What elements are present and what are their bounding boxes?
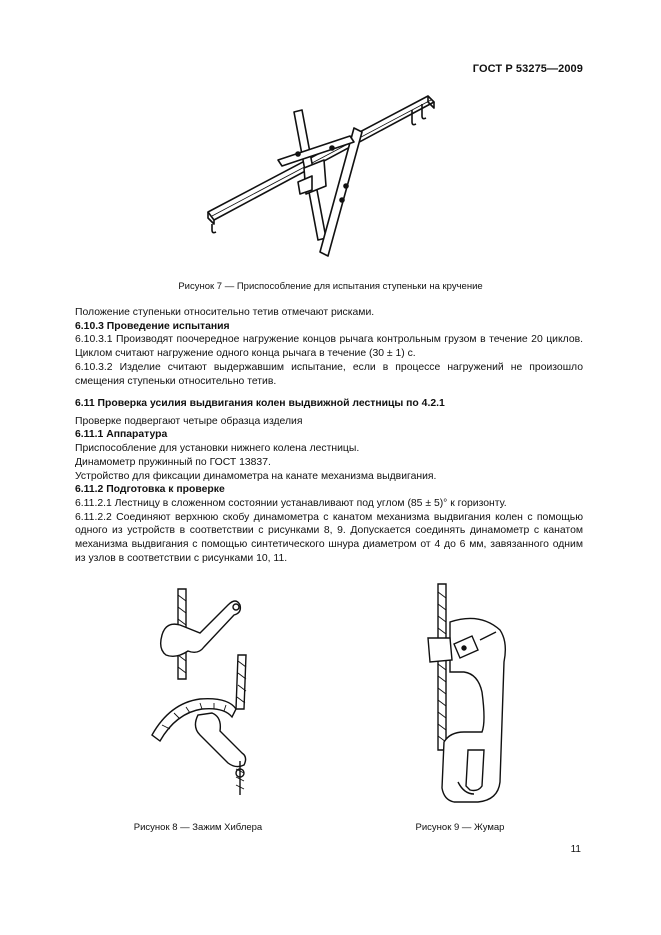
equipment-item: Динамометр пружинный по ГОСТ 13837. — [75, 456, 271, 468]
paragraph-6-11-2-1: 6.11.2.1 Лестницу в сложенном состоянии устанавливают под углом (85 ± 5)° к горизонту. — [75, 497, 507, 509]
subheading-6-11-2: 6.11.2 Подготовка к проверке — [75, 484, 225, 496]
paragraph: Положение ступеньки относительно тетив отмечают рисками. — [75, 307, 375, 318]
paragraph-6-11-2-2: 6.11.2.2 Соединяют верхнюю скобу динамометра с канатом механизма выдвигания колен с помощью одного из устройств в соответствии с рисунками 8, 9. Допускается соединять динамометр с канатом механизма выдвигания с помощью синтетического шнура диаметром от 4 до 6 мм, завязанного одним из узлов в соответствии с рисунками 10, 11. — [75, 511, 583, 564]
figure-9-drawing — [420, 582, 520, 812]
equipment-item: Приспособление для установки нижнего колена лестницы. — [75, 443, 360, 455]
figure-8-caption: Рисунок 8 — Зажим Хиблера — [133, 822, 263, 833]
standard-header: ГОСТ Р 53275—2009 — [472, 63, 583, 75]
figure-7-caption: Рисунок 7 — Приспособление для испытания ступеньки на кручение — [178, 281, 483, 292]
section-6-10 — [75, 306, 583, 388]
paragraph-6-10-3-1: 6.10.3.1 Производят поочередное нагружение концов рычага контрольным грузом в течение 20 циклов. Циклом считают нагружение одного конца рычага в течение (30 ± 1) с. — [75, 334, 583, 360]
figure-9-caption: Рисунок 9 — Жумар — [415, 822, 505, 833]
paragraph: Проверке подвергают четыре образца изделия — [75, 415, 303, 427]
paragraph-6-10-3-2: 6.10.3.2 Изделие считают выдержавшим испытание, если в процессе нагружений не произошло смещения ступеньки относительно тетив. — [75, 361, 583, 387]
subheading-6-10-3: 6.10.3 Проведение испытания — [75, 320, 230, 332]
page-number: 11 — [570, 844, 581, 855]
section-heading-6-11: 6.11 Проверка усилия выдвигания колен выдвижной лестницы по 4.2.1 — [75, 398, 445, 409]
subheading-6-11-1: 6.11.1 Аппаратура — [75, 429, 168, 441]
figure-8-drawing — [140, 585, 260, 805]
section-6-11 — [75, 397, 583, 565]
equipment-item: Устройство для фиксации динамометра на канате механизма выдвигания. — [75, 470, 437, 482]
figure-7-drawing — [200, 100, 440, 260]
